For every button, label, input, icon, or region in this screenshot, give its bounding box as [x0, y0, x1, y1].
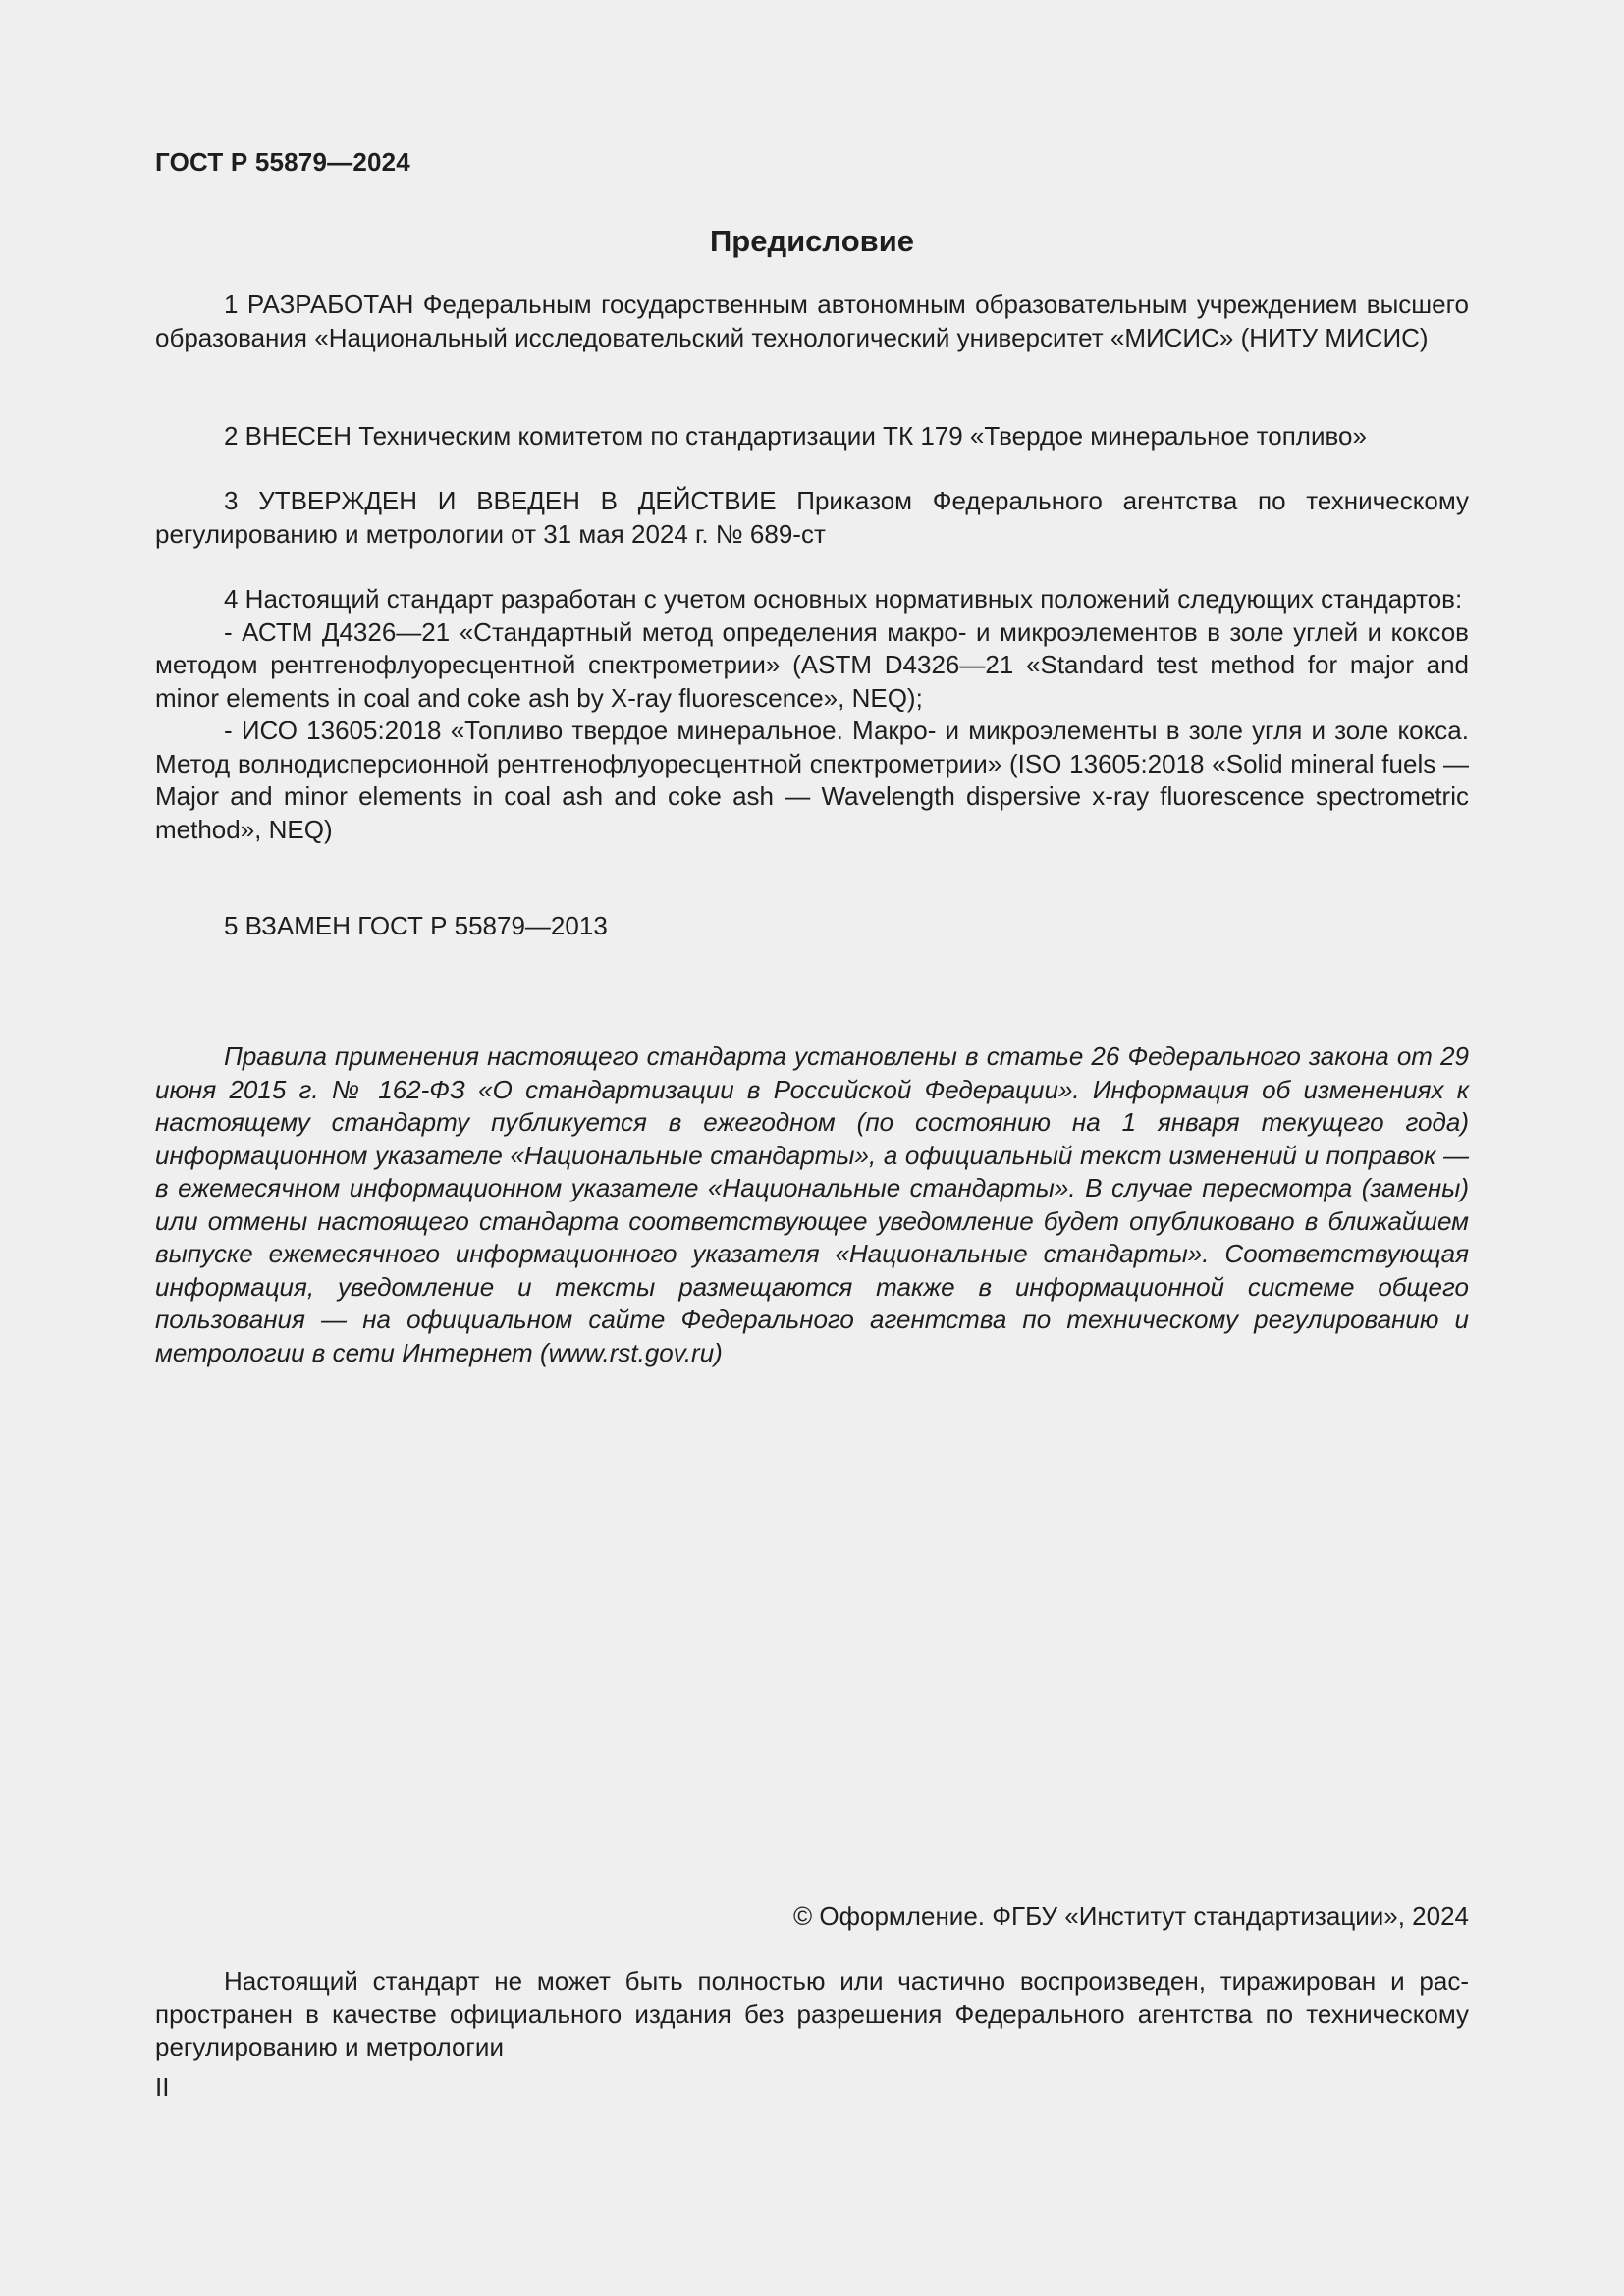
section-5	[155, 910, 1469, 943]
document-id-header: ГОСТ Р 55879—2024	[155, 147, 410, 177]
section-3	[155, 485, 1469, 551]
copyright-line: © Оформление. ФГБУ «Институт стандартизации», 2024	[793, 1901, 1469, 1931]
section-1-text: 1 РАЗРАБОТАН Федеральным государственным автономным образовательным учреждением высшего образования «Национальный исследовательский технологический университет «МИСИС» (НИТУ МИСИС)	[155, 290, 1469, 352]
section-2-text: 2 ВНЕСЕН Техническим комитетом по стандартизации ТК 179 «Твердое минеральное топливо»	[224, 421, 1367, 451]
section-1	[155, 289, 1469, 354]
section-4	[155, 583, 1469, 846]
section-3-text: 3 УТВЕРЖДЕН И ВВЕДЕН В ДЕЙСТВИЕ Приказом Федерального агентства по техническому регулированию и метрологии от 31 мая 2024 г. № 689-ст	[155, 486, 1469, 549]
section-4-item-iso: - ИСО 13605:2018 «Топливо твердое минеральное. Макро- и микроэлементы в золе угля и золе кокса. Метод волнодисперсионной рентгенофлуоресцентной спектрометрии» (ISO 13605:2018 «Solid mineral fuels — Major and minor elements in coal ash and coke ash — Wavelength dispersive x-ray fluorescence spectrometric method», NEQ)	[155, 716, 1469, 844]
section-5-text: 5 ВЗАМЕН ГОСТ Р 55879—2013	[224, 911, 608, 940]
reproduction-notice-text: Настоящий стандарт не может быть полностью или частично воспроизведен, тиражирован и распространен в качестве официального издания без разрешения Федерального агентства по техническому регулированию и метрологии	[155, 1966, 1469, 2061]
rules-note	[155, 1041, 1469, 1369]
page-title: Предисловие	[709, 224, 914, 258]
section-4-text: 4 Настоящий стандарт разработан с учетом основных нормативных положений следующих стандартов:	[224, 584, 1463, 614]
section-2	[155, 420, 1469, 454]
section-4-item-astm: - АСТМ Д4326—21 «Стандартный метод определения макро- и микроэлементов в золе углей и коксов методом рентгенофлуоресцентной спектрометрии» (ASTM D4326—21 «Standard test method for major and minor elements in coal and coke ash by X-ray fluorescence», NEQ);	[155, 616, 1469, 713]
reproduction-notice	[155, 1965, 1469, 2064]
page-number: II	[155, 2072, 170, 2102]
rules-note-text: Правила применения настоящего стандарта установлены в статье 26 Федерального закона от 29 июня 2015 г. № 162-ФЗ «О стандартизации в Российской Федерации». Информация об изменениях к настоящему стандарту публикуется в ежегодном (по состоянию на 1 января текущего года) информационном указателе «Национальные стандарты», а официальный текст изменений и поправок — в ежемесячном информационном указателе «Национальные стандарты». В случае пересмотра (замены) или отмены настоящего стандарта соответствующее уведомление будет опубликовано в ближайшем выпуске ежемесячного информационного указателя «Национальные стандарты». Соответствующая информация, уведомление и тексты размещаются также в информационной системе общего пользования — на официальном сайте Федерального агентства по техническому регулированию и метрологии в сети Интернет (www.rst.gov.ru)	[155, 1041, 1469, 1367]
